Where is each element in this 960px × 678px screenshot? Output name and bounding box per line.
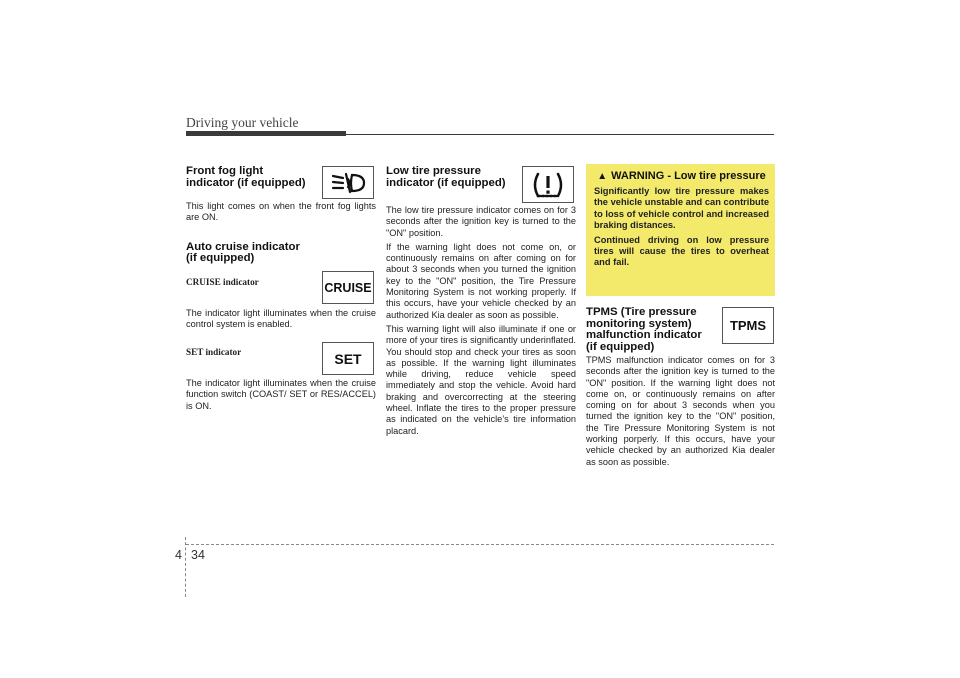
set-indicator-body: The indicator light illuminates when the cruise function switch (COAST/ SET or RES/ACCEL) is ON. [186, 378, 376, 411]
fog-light-body: This light comes on when the front fog lights are ON. [186, 201, 376, 223]
footer-rule [186, 544, 774, 545]
cruise-icon-text: CRUISE [324, 280, 372, 295]
set-icon-text: SET [334, 350, 362, 367]
low-tire-heading: Low tire pressure indicator (if equipped) [386, 165, 506, 189]
set-indicator-label: SET indicator [186, 347, 242, 358]
page-number: 34 [191, 548, 205, 562]
cruise-indicator-body: The indicator light illuminates when the cruise control system is enabled. [186, 307, 376, 329]
page-header-title: Driving your vehicle [186, 115, 299, 130]
cruise-icon [322, 271, 374, 304]
low-tire-para-3: This warning light will also illuminate if one or more of your tires is significantly underinflated. You should stop and check your tires as soon as possible. If the warning light illuminates while driving, reduce vehicle speed immediately and stop the vehicle. Avoid hard braking and overcorrecting at the steering wheel. Inflate the tires to the proper pressure as indicated on the vehicle’s tire information placard. [386, 323, 576, 436]
column-middle [386, 166, 576, 437]
chapter-number: 4 [175, 548, 182, 562]
warning-para-1: Significantly low tire pressure makes the vehicle unstable and can contribute to loss of vehicle control and increased braking distances. [594, 186, 769, 231]
warning-triangle-icon: ▲ [597, 171, 608, 182]
tpms-heading: TPMS (Tire pressure monitoring system) malfunction indicator (if equipped) [586, 306, 702, 353]
fog-light-heading: Front fog light indicator (if equipped) [186, 165, 306, 189]
warning-para-2: Continued driving on low pressure tires will cause the tires to overheat and fail. [594, 234, 769, 268]
tpms-icon [722, 307, 774, 344]
fog-light-icon [322, 166, 374, 199]
low-tire-para-1: The low tire pressure indicator comes on for 3 seconds after the ignition key is turned to the "ON" position. [386, 205, 576, 238]
warning-title: ▲ WARNING - Low tire pressure [597, 170, 766, 182]
tpms-body: TPMS malfunction indicator comes on for 3 seconds after the ignition key is turned to the "ON" position. If the warning light does not come on, or continuously remains on after coming on for about 3 seconds when you turned the ignition key to the "ON" position, the Tire Pressure Monitoring System is not working porperly. If this occurs, have your vehicle checked by an authorized Kia dealer as soon as possible. [586, 355, 775, 467]
warning-box [586, 164, 775, 296]
cruise-heading: Auto cruise indicator (if equipped) [186, 240, 300, 265]
set-icon [322, 342, 374, 375]
tpms-icon-text: TPMS [729, 318, 767, 333]
low-tire-para-2: If the warning light does not come on, or continuously remains on after coming on for about 3 seconds when you turned the ignition key to the "ON" position, the Tire Pressure Monitoring System is not working properly. If this occurs, have your vehicle checked by an authorized Kia dealer as soon as possible. [386, 241, 576, 320]
cruise-indicator-label: CRUISE indicator [186, 276, 259, 287]
low-tire-pressure-icon [522, 166, 574, 203]
header-rule [186, 134, 774, 135]
footer-vertical-rule [185, 537, 186, 597]
